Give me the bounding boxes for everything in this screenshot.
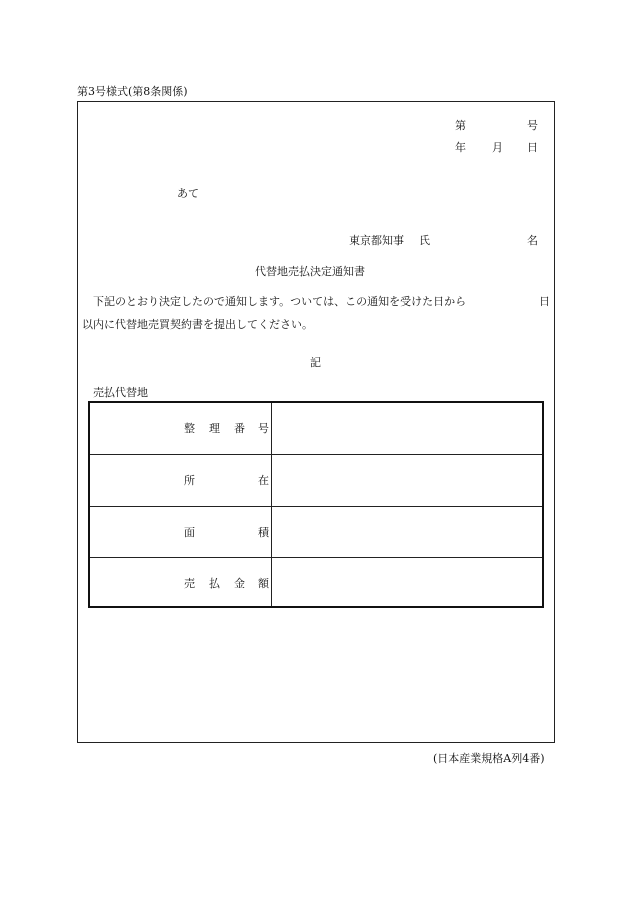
label-char: 金 <box>234 577 245 590</box>
table-row-value-location[interactable] <box>272 455 542 506</box>
label-char: 払 <box>209 577 220 590</box>
body-line-2: 以内に代替地売買契約書を提出してください。 <box>82 318 313 331</box>
table-row-label-sale-price <box>90 558 271 609</box>
sender-name-prefix: 氏 <box>419 234 430 247</box>
label-char: 号 <box>258 422 269 435</box>
number-suffix: 号 <box>527 119 538 132</box>
label-char: 売 <box>184 577 195 590</box>
table-row-value-area[interactable] <box>272 507 542 558</box>
label-char: 番 <box>234 422 245 435</box>
label-char: 理 <box>209 422 220 435</box>
label-char: 整 <box>184 422 195 435</box>
paper-size-note: (日本産業規格A列4番) <box>433 752 545 765</box>
sender-name-suffix: 名 <box>527 234 538 247</box>
table-row-label-area <box>90 507 271 558</box>
land-table <box>88 401 544 608</box>
label-char: 在 <box>258 474 269 487</box>
label-char: 額 <box>258 577 269 590</box>
ki-heading: 記 <box>310 356 321 369</box>
body-line-1-day: 日 <box>539 295 550 308</box>
date-day: 日 <box>527 141 538 154</box>
addressee-label: あて <box>177 187 199 200</box>
table-row-label-management-number <box>90 403 271 454</box>
table-row-value-management-number[interactable] <box>272 403 542 454</box>
body-line-1: 下記のとおり決定したので通知します。ついては、この通知を受けた日から <box>93 295 467 308</box>
label-char: 面 <box>184 526 195 539</box>
label-char: 所 <box>184 474 195 487</box>
table-row-label-location <box>90 455 271 506</box>
document-title: 代替地売払決定通知書 <box>255 265 365 278</box>
label-char: 積 <box>258 526 269 539</box>
date-year: 年 <box>455 141 466 154</box>
sender-title: 東京都知事 <box>349 234 404 247</box>
table-caption: 売払代替地 <box>93 386 148 399</box>
date-month: 月 <box>492 141 503 154</box>
form-number: 第3号様式(第8条関係) <box>77 85 188 98</box>
number-prefix: 第 <box>455 119 466 132</box>
table-row-value-sale-price[interactable] <box>272 558 542 609</box>
